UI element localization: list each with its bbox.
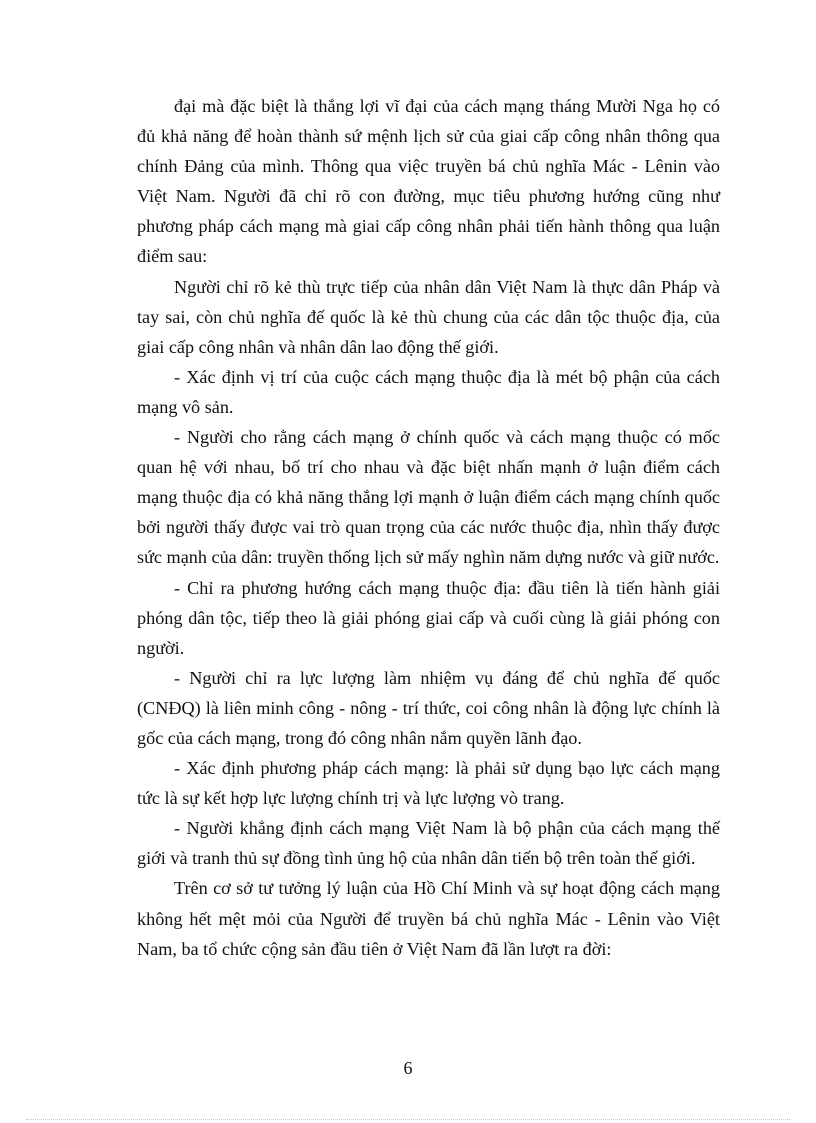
body-paragraph-8: - Người khẳng định cách mạng Việt Nam là bộ phận của cách mạng thế giới và tranh thủ sự đồng tình ủng hộ của nhân dân tiến bộ trên toàn thế giới. [137, 818, 720, 869]
page-bottom-divider [26, 1119, 790, 1120]
body-paragraph-1: đại mà đặc biệt là thắng lợi vĩ đại của cách mạng tháng Mười Nga họ có đủ khả năng để hoàn thành sứ mệnh lịch sử của giai cấp công nhân thông qua chính Đảng của mình. Thông qua việc truyền bá chủ nghĩa Mác - Lênin vào Việt Nam. Người đã chỉ rõ con đường, mục tiêu phương hướng cũng như phương pháp cách mạng mà giai cấp công nhân phải tiến hành thông qua luận điểm sau: [137, 96, 720, 267]
page-number: 6 [403, 1058, 413, 1078]
body-paragraph-4: - Người cho rằng cách mạng ở chính quốc và cách mạng thuộc có mốc quan hệ với nhau, bố trí cho nhau và đặc biệt nhấn mạnh ở luận điểm cách mạng thuộc địa có khả năng thắng lợi mạnh ở luận điểm cách mạng chính quốc bởi người thấy được vai trò quan trọng của các nước thuộc địa, nhìn thấy được sức mạnh của dân: truyền thống lịch sử mấy nghìn năm dựng nước và giữ nước. [137, 427, 720, 568]
body-paragraph-9: Trên cơ sở tư tưởng lý luận của Hồ Chí Minh và sự hoạt động cách mạng không hết mệt mỏi của Người để truyền bá chủ nghĩa Mác - Lênin vào Việt Nam, ba tổ chức cộng sản đầu tiên ở Việt Nam đã lần lượt ra đời: [137, 878, 720, 959]
body-paragraph-7: - Xác định phương pháp cách mạng: là phải sử dụng bạo lực cách mạng tức là sự kết hợp lực lượng chính trị và lực lượng vò trang. [137, 758, 720, 809]
body-paragraph-5: - Chỉ ra phương hướng cách mạng thuộc địa: đầu tiên là tiến hành giải phóng dân tộc, tiếp theo là giải phóng giai cấp và cuối cùng là giải phóng con người. [137, 577, 720, 658]
body-paragraph-6: - Người chỉ ra lực lượng làm nhiệm vụ đáng để chủ nghĩa đế quốc (CNĐQ) là liên minh công - nông - trí thức, coi công nhân là động lực chính là gốc của cách mạng, trong đó công nhân nắm quyền lãnh đạo. [137, 667, 720, 748]
body-paragraph-2: Người chỉ rõ kẻ thù trực tiếp của nhân dân Việt Nam là thực dân Pháp và tay sai, còn chủ nghĩa đế quốc là kẻ thù chung của các dân tộc thuộc địa, của giai cấp công nhân và nhân dân lao động thế giới. [137, 276, 720, 357]
page-body [137, 91, 720, 964]
body-paragraph-3: - Xác định vị trí của cuộc cách mạng thuộc địa là mét bộ phận của cách mạng vô sản. [137, 366, 720, 417]
